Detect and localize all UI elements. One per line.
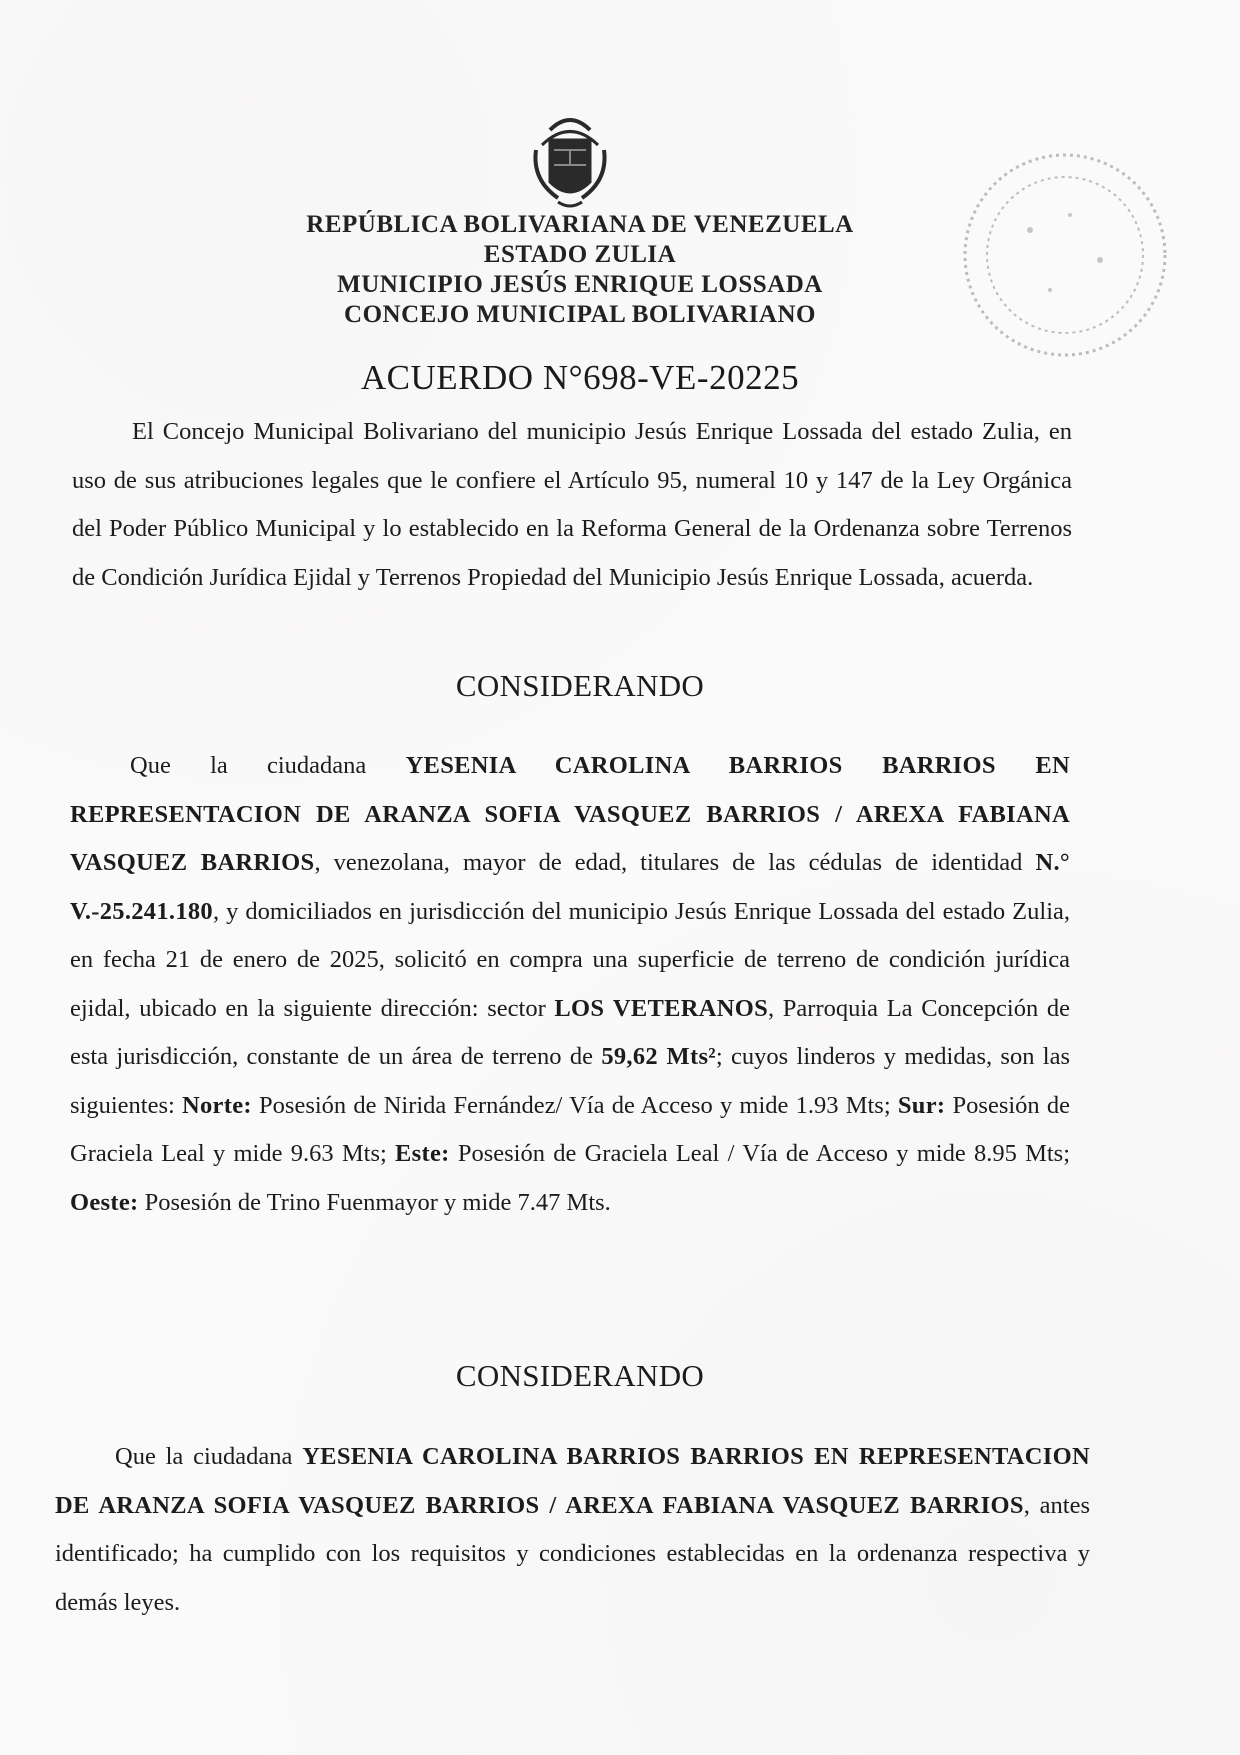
header-republic: REPÚBLICA BOLIVARIANA DE VENEZUELA [306,211,854,238]
intro-paragraph [72,408,1072,602]
area-value: 59,62 Mts² [601,1043,716,1070]
considerando-paragraph-2 [55,1433,1090,1627]
applicant-names: YESENIA CAROLINA BARRIOS BARRIOS EN REPRESENTACION DE ARANZA SOFIA VASQUEZ BARRIOS / AREXA FABIANA VASQUEZ BARRIOS [55,1443,1090,1519]
intro-text: El Concejo Municipal Bolivariano del municipio Jesús Enrique Lossada del estado Zulia, en uso de sus atribuciones legales que le confiere el Artículo 95, numeral 10 y 147 de la Ley Orgánica del Poder Público Municipal y lo establecido en la Reforma General de la Ordenanza sobre Terrenos de Condición Jurídica Ejidal y Terrenos Propiedad del Municipio Jesús Enrique Lossada, acuerda. [72,418,1072,591]
text-segment: Que la ciudadana [130,752,406,779]
applicant-names: YESENIA CAROLINA BARRIOS BARRIOS EN REPRESENTACION DE ARANZA SOFIA VASQUEZ BARRIOS / AREXA FABIANA VASQUEZ BARRIOS [70,752,1070,876]
boundary-south-text: Posesión de Graciela Leal y mide 9.63 Mts; [70,1091,1071,1167]
text-segment: , venezolana, mayor de edad, titulares de las cédulas de identidad [314,849,1036,876]
text-segment: , Parroquia La Concepción de esta jurisdicción, constante de un área de terreno de [70,994,1071,1070]
considerando-heading-1: CONSIDERANDO [455,668,705,703]
text-segment: Que la ciudadana [115,1443,303,1470]
boundary-south-label: Sur: [897,1091,946,1119]
header-municipality: MUNICIPIO JESÚS ENRIQUE LOSSADA [337,271,823,298]
institution-header [200,210,960,330]
boundary-west-text: Posesión de Trino Fuenmayor y mide 7.47 Mts. [138,1188,611,1216]
header-state: ESTADO ZULIA [483,241,677,268]
official-stamp [950,140,1180,370]
coat-of-arms-seal [520,110,620,215]
sector-name: LOS VETERANOS [554,994,769,1022]
boundary-west-label: Oeste: [70,1188,139,1216]
text-segment: , y domiciliados en jurisdicción del municipio Jesús Enrique Lossada del estado Zulia, en fecha 21 de enero de 2025, solicitó en compra una superficie de terreno de condición jurídica ejidal, ubicado en la siguiente dirección: sector [70,897,1070,1022]
considerando-heading-2: CONSIDERANDO [455,1358,705,1393]
considerando-paragraph-1 [70,742,1070,1227]
boundary-east-text: Posesión de Graciela Leal / Vía de Acceso y mide 8.95 Mts; [449,1140,1070,1167]
document-title: ACUERDO N°698-VE-20225 [360,358,800,397]
boundary-east-label: Este: [395,1140,450,1167]
boundary-north-label: Norte: [182,1091,252,1119]
text-segment: , antes identificado; ha cumplido con los requisitos y condiciones establecidas en la ordenanza respectiva y demás leyes. [55,1491,1090,1616]
text-segment: ; cuyos linderos y medidas, son las siguientes: [70,1043,1071,1119]
header-council: CONCEJO MUNICIPAL BOLIVARIANO [344,301,816,328]
id-number: N.° V.-25.241.180 [70,849,1070,925]
boundary-north-text: Posesión de Nirida Fernández/ Vía de Acceso y mide 1.93 Mts; [251,1091,898,1119]
